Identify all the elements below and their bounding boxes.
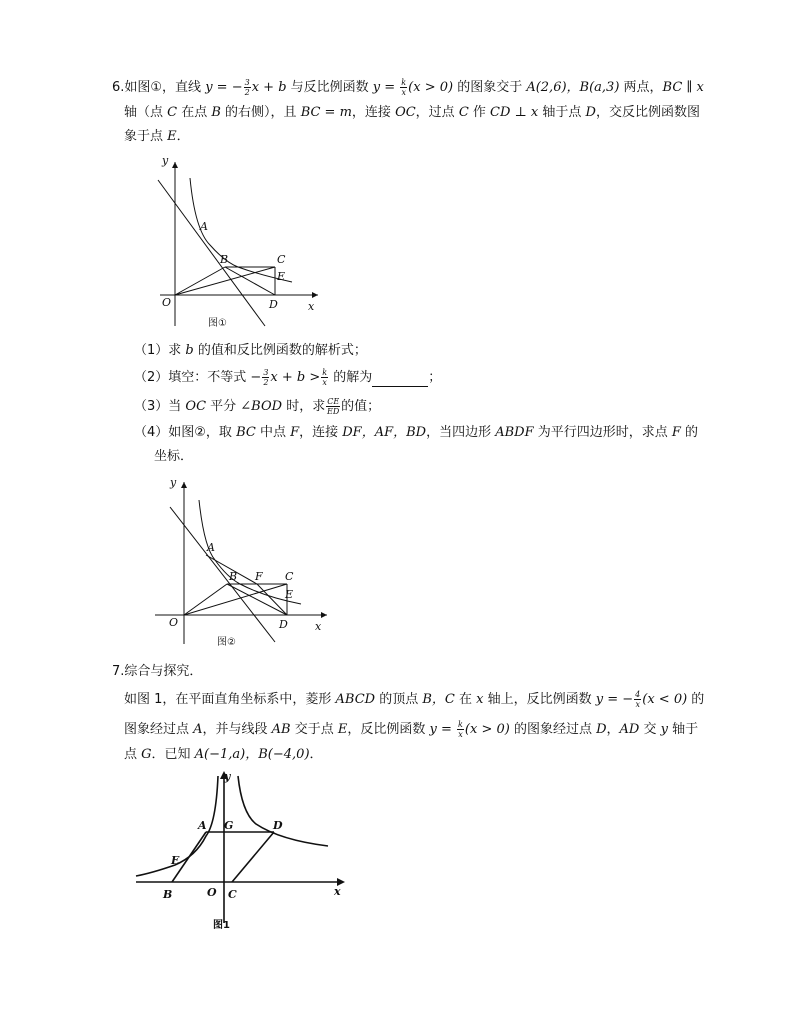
label-a: A: [200, 220, 208, 233]
q6-line3: 象于点 E．: [124, 129, 190, 144]
label-f: F: [255, 570, 263, 583]
label-b: B: [163, 888, 173, 901]
label-a: A: [207, 541, 215, 554]
q6-sub4-line2: 坐标．: [154, 449, 194, 464]
figure-1: [140, 150, 330, 335]
caption-fig-q7: 图1: [213, 920, 230, 931]
q7-line1: 如图 1，在平面直角坐标系中，菱形 ABCD 的顶点 B，C 在 x 轴上，反比例函数 y = − $\frac{4}{x}$ (x < 0) 的: [124, 690, 705, 709]
caption-fig2: 图②: [217, 637, 236, 648]
q6-number: 6.: [112, 80, 125, 95]
q6-line2: 轴（点 C 在点 B 的右侧），且 BC = m，连接 OC，过点 C 作 CD ⊥ x 轴于点 D，交反比例函数图: [124, 105, 700, 120]
label-d: D: [273, 819, 283, 832]
label-y: y: [162, 154, 169, 167]
label-o: O: [162, 296, 172, 309]
label-g: G: [224, 819, 234, 832]
label-y: y: [224, 770, 231, 783]
fraction: $\frac{3}{2}$: [244, 78, 250, 97]
fraction: $\frac{k}{x}$: [401, 78, 407, 97]
segment-ob: [175, 267, 225, 295]
label-e: E: [285, 588, 294, 601]
label-a: A: [198, 819, 207, 832]
figure-q7: [130, 768, 355, 938]
q6-sub2: （2）填空：不等式 − $\frac{3}{2}$ x + b > $\frac{k}{x}$ 的解为 ；: [134, 368, 442, 387]
q7-line3: 点 G．已知 A(−1,a)，B(−4,0)．: [124, 747, 323, 762]
label-o: O: [207, 886, 217, 899]
label-e: E: [171, 854, 180, 867]
figure-2: [155, 472, 340, 652]
label-x: x: [334, 885, 341, 898]
q6-line1: 6.如图①，直线 y = − $\frac{3}{2}$ x + b 与反比例函数 y = $\frac{k}{x}$ (x > 0) 的图象交于 A(2,6)，B(a,3) 两点，BC ∥ x: [112, 78, 704, 97]
label-y: y: [170, 476, 177, 489]
q6-sub1: （1）求 b 的值和反比例函数的解析式；: [134, 343, 367, 358]
segment-ob: [184, 584, 227, 615]
q6-sub3: （3）当 OC 平分 ∠BOD 时，求 $\frac{CE}{ED}$ 的值；: [134, 397, 381, 416]
label-d: D: [279, 618, 288, 631]
segment-cd: [232, 832, 274, 882]
label-x: x: [308, 300, 315, 313]
label-d: D: [269, 298, 278, 311]
right-hyperbola: [238, 776, 328, 846]
label-b: B: [229, 570, 238, 583]
label-b: B: [220, 253, 229, 266]
label-c: C: [228, 888, 237, 901]
line-ab: [158, 180, 265, 326]
label-c: C: [285, 570, 294, 583]
label-e: E: [277, 270, 286, 283]
caption-fig1: 图①: [208, 318, 227, 329]
q7-line2: 图象经过点 A，并与线段 AB 交于点 E，反比例函数 y = $\frac{k}{x}$ (x > 0) 的图象经过点 D，AD 交 y 轴于: [124, 720, 699, 739]
q7-title: 7.综合与探究．: [112, 664, 203, 679]
label-o: O: [169, 616, 179, 629]
q6-sub4: （4）如图②，取 BC 中点 F，连接 DF，AF，BD，当四边形 ABDF 为平行四边形时，求点 F 的: [134, 425, 699, 440]
answer-blank[interactable]: [372, 374, 428, 387]
label-c: C: [277, 253, 286, 266]
label-x: x: [315, 620, 322, 633]
